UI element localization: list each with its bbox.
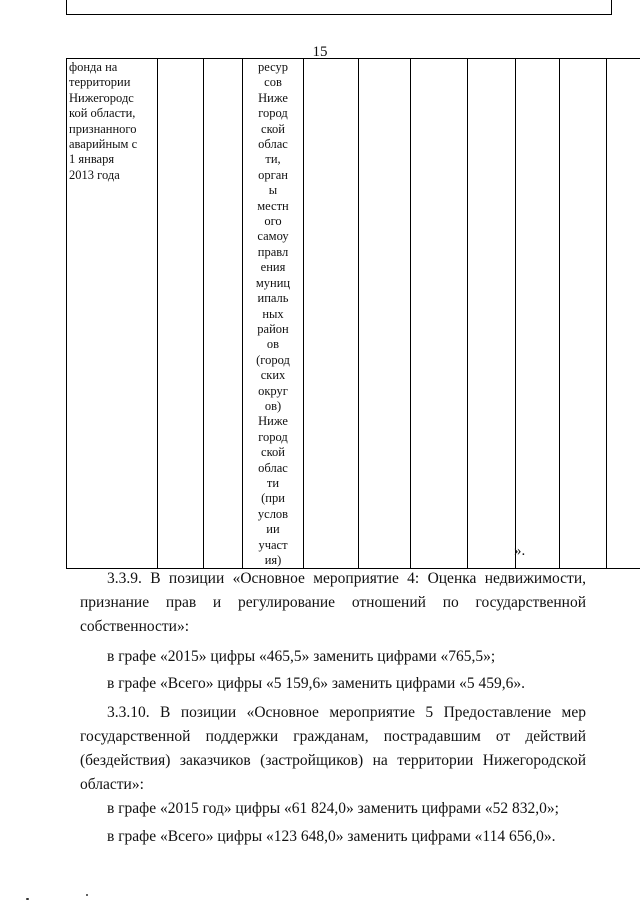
- cell-text-line: фонда на: [69, 60, 118, 74]
- cell-text-line: Ниже: [258, 90, 288, 105]
- cell-text-line: 1 января: [69, 152, 115, 167]
- cell-text-line: (город: [256, 352, 290, 367]
- replacement-item: в графе «Всего» цифры «123 648,0» заменить цифрами «114 656,0».: [107, 828, 556, 845]
- cell-text-line: ресур: [258, 60, 288, 74]
- table-cell: [158, 59, 204, 569]
- replacement-item: в графе «2015» цифры «465,5» заменить цифрами «765,5»;: [107, 648, 496, 665]
- table-cell: [560, 59, 607, 569]
- cell-text-line: правл: [257, 244, 289, 259]
- cell-text-line: ти: [266, 475, 280, 490]
- table-cell: [516, 59, 560, 569]
- cell-text-line: ия): [264, 553, 282, 567]
- paragraph-line: (бездействия) заказчиков (застройщиков) на территории Нижегородской: [80, 752, 586, 769]
- cell-text-line: участ: [258, 537, 288, 552]
- cell-text-line: Ниже: [258, 414, 288, 429]
- cell-text-line: ения: [260, 260, 286, 275]
- cell-text-line: ипаль: [257, 291, 289, 306]
- cell-text-line: муниц: [255, 275, 291, 290]
- cell-text-line: город: [258, 429, 288, 444]
- program-table: [66, 58, 640, 569]
- section-3-3-9-heading: [80, 567, 586, 639]
- table-cell-resources: [243, 59, 304, 569]
- cell-text-line: территории: [69, 75, 131, 90]
- cell-text-line: ти,: [265, 152, 281, 167]
- scan-artifact: [26, 898, 29, 900]
- cell-text-line: 2013 года: [69, 167, 120, 182]
- paragraph-line: собственности»:: [80, 618, 190, 635]
- table-cell: [411, 59, 468, 569]
- cell-text-line: кой области,: [69, 106, 136, 121]
- paragraph-line: 3.3.9. В позиции «Основное мероприятие 4: Оценка недвижимости,: [107, 570, 586, 587]
- page-number: 15: [312, 44, 328, 60]
- cell-text-line: ого: [264, 214, 282, 229]
- table-cell-position: [67, 59, 158, 569]
- replacement-item: в графе «2015 год» цифры «61 824,0» заменить цифрами «52 832,0»;: [107, 800, 559, 817]
- cell-text-line: аварийным с: [69, 137, 138, 152]
- cell-text-line: ии: [266, 522, 280, 537]
- cell-text-line: сов: [264, 75, 282, 90]
- table-cell: [304, 59, 359, 569]
- table-cell: [607, 59, 640, 569]
- cell-text-line: облас: [258, 460, 288, 475]
- cell-text-line: Нижегородс: [69, 90, 134, 105]
- cell-text-line: округ: [258, 383, 288, 398]
- cell-text-line: самоу: [257, 229, 289, 244]
- closing-quote: ».: [514, 543, 526, 559]
- scan-artifact: [86, 894, 88, 896]
- previous-page-table-edge: [66, 0, 612, 15]
- cell-text-line: город: [258, 106, 288, 121]
- table-cell: [204, 59, 243, 569]
- cell-text-line: ских: [260, 368, 286, 383]
- paragraph-line: государственной поддержки гражданам, пострадавшим от действий: [80, 728, 586, 745]
- cell-text-line: ных: [262, 306, 284, 321]
- cell-text-line: облас: [258, 137, 288, 152]
- cell-text-line: ской: [261, 445, 285, 460]
- section-3-3-10-heading: [80, 701, 586, 797]
- cell-text-line: услов: [257, 506, 289, 521]
- cell-text-line: признанного: [69, 121, 137, 136]
- cell-text-line: (при: [261, 491, 285, 506]
- cell-text-line: местн: [257, 198, 289, 213]
- paragraph-line: области»:: [80, 776, 144, 793]
- replacement-item: в графе «Всего» цифры «5 159,6» заменить цифрами «5 459,6».: [107, 675, 526, 692]
- cell-text-line: ской: [261, 121, 285, 136]
- continued-table: [66, 58, 611, 567]
- table-cell: [359, 59, 411, 569]
- cell-text-line: ов): [264, 398, 282, 413]
- paragraph-line: 3.3.10. В позиции «Основное мероприятие 5 Предоставление мер: [107, 704, 586, 721]
- cell-text-line: район: [257, 321, 289, 336]
- cell-text-line: ы: [268, 183, 278, 198]
- table-row: [67, 59, 640, 569]
- cell-text-line: ов: [266, 337, 280, 352]
- paragraph-line: признание прав и регулирование отношений по государственной: [80, 594, 586, 611]
- cell-text-line: орган: [258, 167, 288, 182]
- table-cell: [468, 59, 516, 569]
